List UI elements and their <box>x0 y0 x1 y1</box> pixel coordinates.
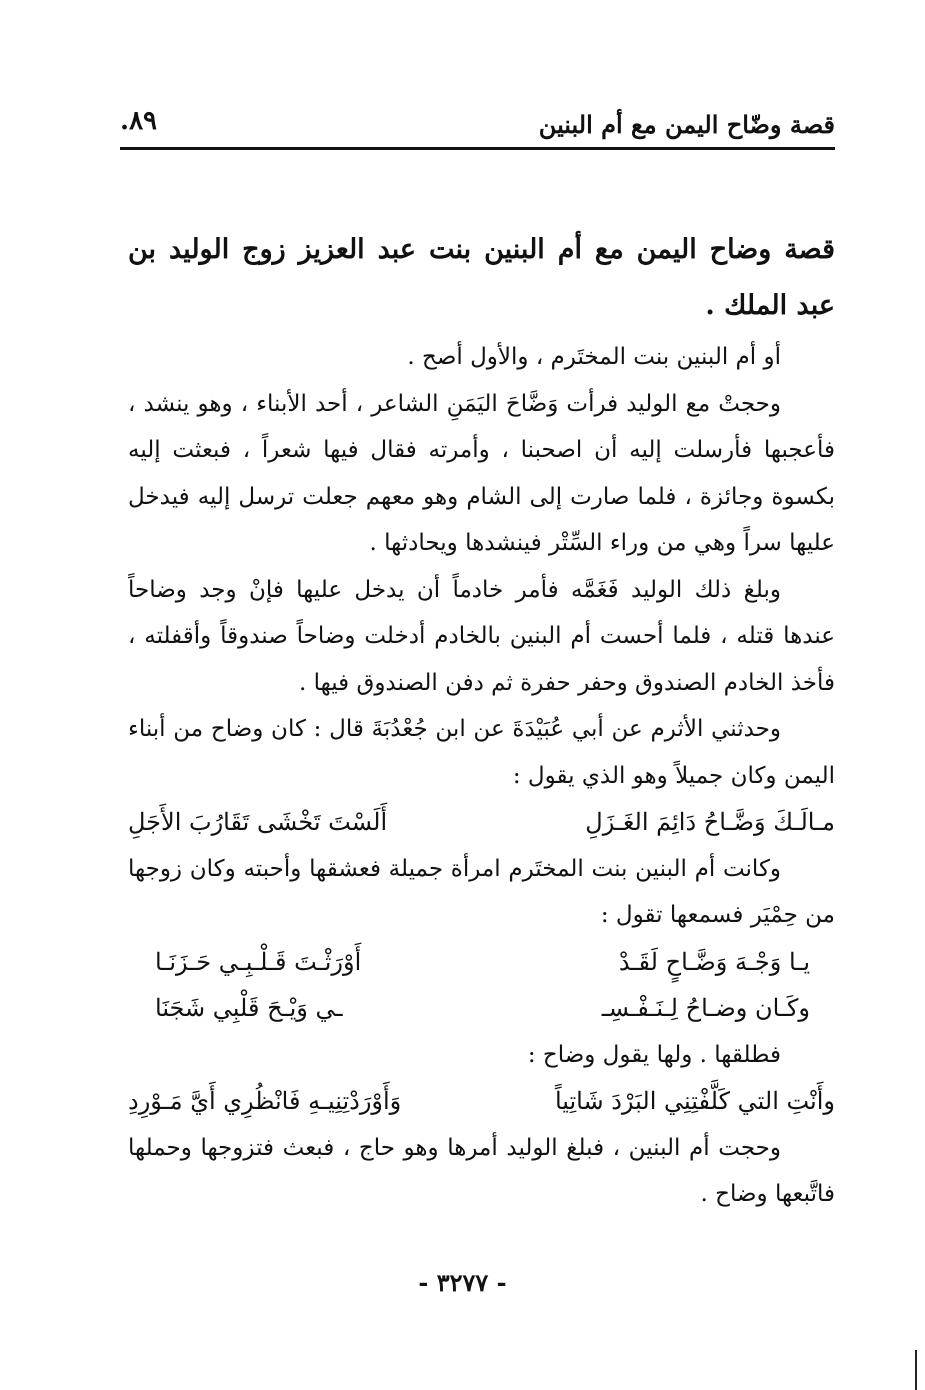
paragraph: وكانت أم البنين بنت المختَرم امرأة جميلة فعشقها وأحبته وكان زوجها من حِمْيَر فسمعها تقول : <box>128 855 835 928</box>
verse-line <box>128 1078 835 1125</box>
section-title: قصة وضاح اليمن مع أم البنين بنت عبد العزيز زوج الوليد بن عبد الملك . <box>128 234 835 321</box>
verse-line <box>155 985 835 1032</box>
verse-first-hemistich: وكَـان وضـاحُ لِـنَـفْـسِـ <box>601 994 810 1022</box>
folio-number: - ٣٢٧٧ - <box>418 1268 507 1297</box>
page-number: ٨٩. <box>120 106 157 136</box>
paragraph: وحدثني الأثرم عن أبي عُبَيْدَةَ عن ابن جُعْدُبَةَ قال : كان وضاح من أبناء اليمن وكان جميلاً وهو الذي يقول : <box>128 716 835 789</box>
verse-second-hemistich: أَلَسْتَ تَخْشَى تَقَارُبَ الأَجَلِ <box>128 808 388 836</box>
paragraph: فطلقها . ولها يقول وضاح : <box>527 1041 781 1068</box>
verse-first-hemistich: مـالَـكَ وَضَّـاحُ دَائِمَ الغَـزَلِ <box>585 808 835 836</box>
verse-second-hemistich: ـي وَيْـحَ قَلْبِي شَجَنَا <box>155 994 343 1022</box>
running-header <box>120 100 835 150</box>
running-title: قصة وضّاح اليمن مع أم البنين <box>538 110 835 139</box>
verse-line <box>128 799 835 846</box>
scan-edge-mark <box>915 1350 917 1390</box>
page-body <box>128 222 835 1218</box>
verse-second-hemistich: وَأَوْرَدْتِنِيـهِ فَانْظُرِي أَيَّ مَـوْرِدِ <box>128 1087 402 1115</box>
verse-first-hemistich: وأَنْتِ التي كَلَّفْتِنِي البَرْدَ شَاتِياً <box>554 1087 835 1115</box>
paragraph: وحجتْ مع الوليد فرأت وَضَّاحَ اليَمَنِ الشاعر ، أحد الأبناء ، وهو ينشد ، فأعجبها فأرسلت إليه أن اصحبنا ، وأمرته فقال فيها شعراً ، فبعثت إليه بكسوة وجائزة ، فلما صارت إلى الشام وهو معهم جعلت ترسل إليه فيدخل عليها سراً وهي من وراء السِّتْر فينشدها ويحادثها . <box>128 390 835 556</box>
verse-second-hemistich: أَوْرَثْـتَ قَـلْـبِـي حَـزَنَـا <box>155 947 362 976</box>
paragraph: أو أم البنين بنت المختَرم ، والأول أصح . <box>407 344 781 370</box>
paragraph: وحجت أم البنين ، فبلغ الوليد أمرها وهو حاج ، فبعث فتزوجها وحملها فاتَّبعها وضاح . <box>128 1134 835 1207</box>
verse-first-hemistich: يـا وَجْـهَ وَضَّـاحٍ لَقَـدْ <box>618 947 810 976</box>
paragraph: وبلغ ذلك الوليد فَغَمَّه فأمر خادماً أن يدخل عليها فإنْ وجد وضاحاً عندها قتله ، فلما أحست أم البنين بالخادم أدخلت وضاحاً صندوقاً وأقفلته ، فأخذ الخادم الصندوق وحفر حفرة ثم دفن الصندوق فيها . <box>128 576 835 696</box>
verse-line <box>155 939 835 986</box>
header-rule <box>120 147 835 150</box>
